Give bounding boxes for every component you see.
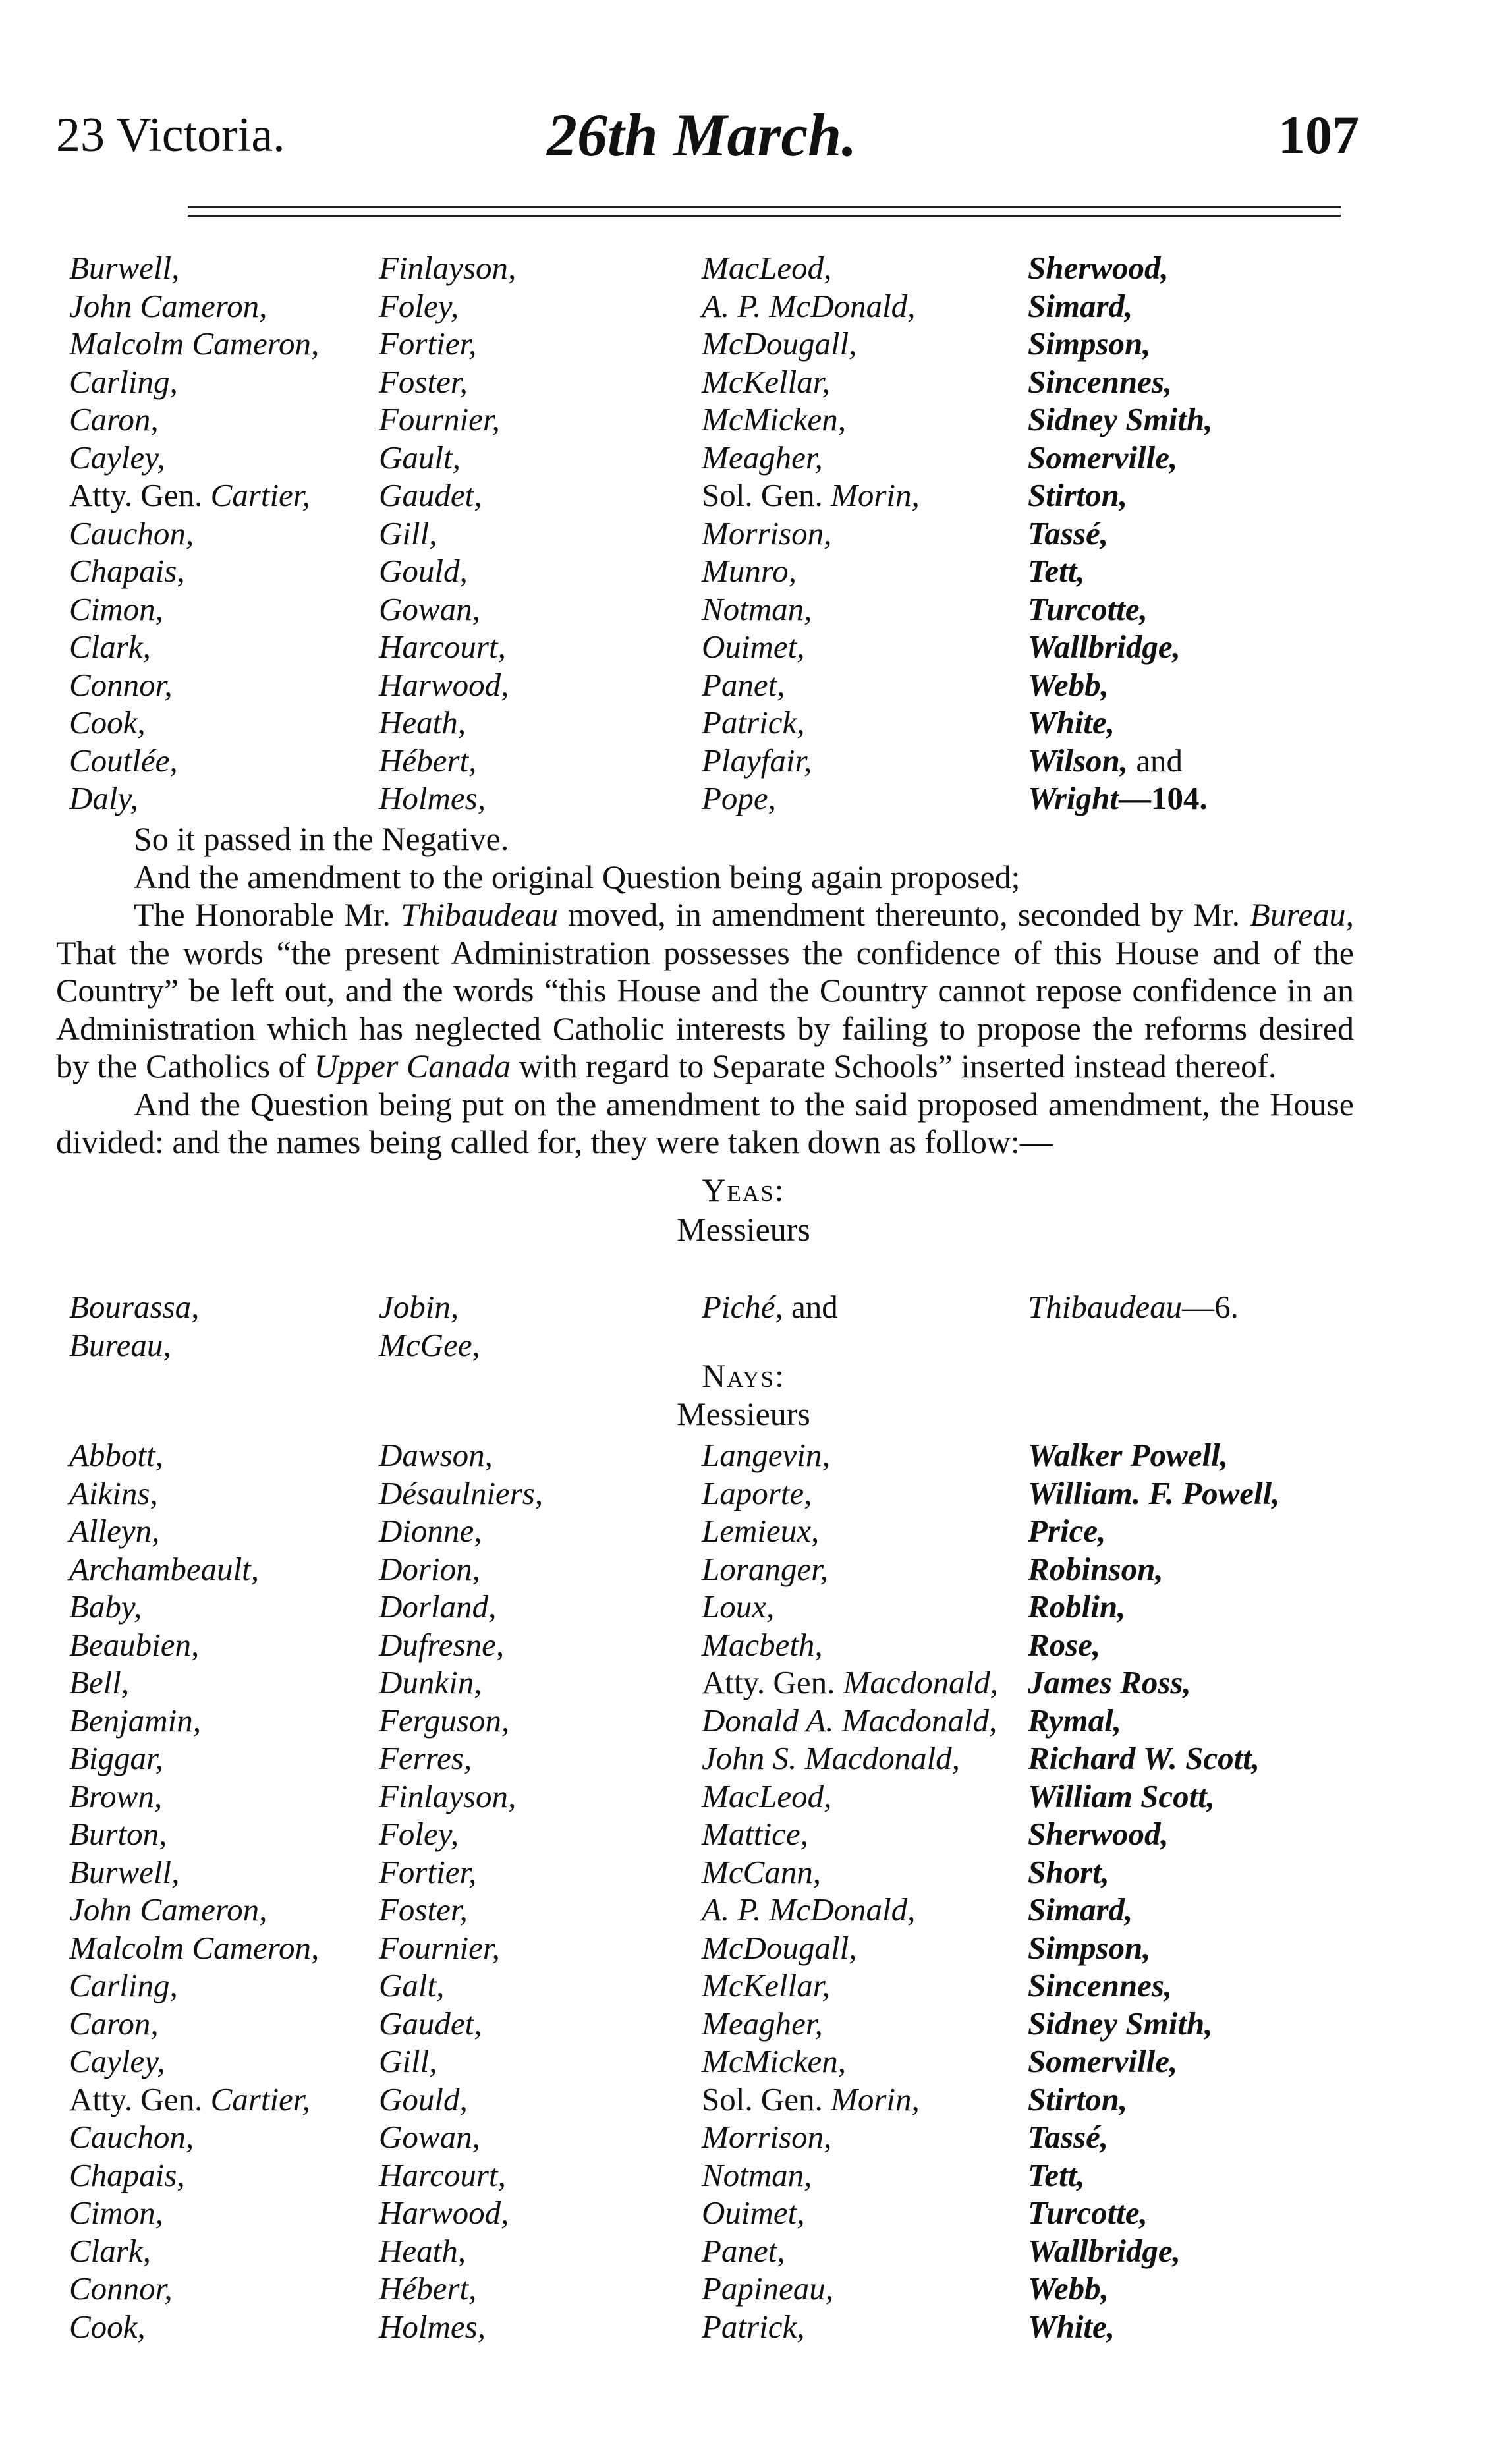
nays-heading: Nays: [702, 1357, 785, 1394]
running-head-date: 26th March. [547, 101, 857, 169]
member-name: Heath, [379, 704, 466, 741]
member-name: Gould, [379, 2081, 468, 2117]
member-name: Patrick, [702, 2308, 805, 2345]
member-name: Munro, [702, 553, 797, 589]
member-name: Rymal, [1028, 1702, 1122, 1739]
member-name: Sherwood, [1028, 250, 1169, 286]
member-name: Wallbridge, [1028, 629, 1181, 665]
member-name: Loux, [702, 1588, 775, 1625]
member-name: White, [1028, 2308, 1115, 2345]
paragraph-motion [56, 896, 1354, 1086]
member-name: Harwood, [379, 666, 509, 703]
member-name: Bell, [69, 1664, 130, 1700]
name-row [69, 704, 1354, 742]
member-name: John Cameron, [69, 1891, 267, 1928]
name-row [69, 2232, 1354, 2270]
member-name: McCann, [702, 1853, 821, 1890]
member-name: Sincennes, [1028, 1967, 1173, 2003]
member-name: Sidney Smith, [1028, 401, 1213, 437]
member-name: Donald A. Macdonald, [702, 1702, 997, 1739]
member-name: Biggar, [69, 1740, 163, 1776]
name-row [69, 1891, 1354, 1929]
name-row [69, 1288, 1354, 1326]
member-name: Dorion, [379, 1550, 480, 1587]
member-name: Simpson, [1028, 1929, 1151, 1966]
member-name: Harcourt, [379, 629, 506, 665]
member-name: Carling, [69, 1967, 178, 2003]
name-row [69, 2156, 1354, 2195]
member-name: Sol. Gen. Morin, [702, 477, 920, 513]
member-name: Gowan, [379, 590, 480, 627]
name-row [69, 1929, 1354, 1967]
name-row [69, 2118, 1354, 2156]
member-name: Chapais, [69, 2156, 185, 2193]
member-name: McKellar, [702, 363, 830, 400]
nays-messieurs: Messieurs [677, 1395, 810, 1432]
name-row [69, 1815, 1354, 1853]
member-name: Gaudet, [379, 2005, 482, 2042]
member-name: Gill, [379, 2043, 437, 2079]
member-name: Meagher, [702, 439, 823, 476]
member-name: James Ross, [1028, 1664, 1191, 1700]
name-row [69, 1626, 1354, 1664]
name-row [69, 2270, 1354, 2308]
name-row [69, 1436, 1354, 1474]
paragraph-negative: So it passed in the Negative. [134, 820, 509, 857]
member-name: Gowan, [379, 2119, 480, 2155]
member-name: Patrick, [702, 704, 805, 741]
member-name: Holmes, [379, 2308, 486, 2345]
member-name: Hébert, [379, 2270, 477, 2307]
member-name: Turcotte, [1028, 590, 1148, 627]
member-name: Connor, [69, 666, 173, 703]
member-name: John Cameron, [69, 287, 267, 324]
member-name: Foley, [379, 287, 459, 324]
member-name: Notman, [702, 590, 812, 627]
member-name: Webb, [1028, 666, 1109, 703]
member-name: Chapais, [69, 553, 185, 589]
member-name: MacLeod, [702, 1778, 832, 1814]
member-name: Tett, [1028, 553, 1085, 589]
member-name: Jobin, [379, 1289, 459, 1325]
member-name: Fournier, [379, 401, 500, 437]
member-name: Simpson, [1028, 325, 1151, 362]
member-name: Ferguson, [379, 1702, 510, 1739]
name-row [69, 1474, 1354, 1513]
member-name: Bourassa, [69, 1289, 200, 1325]
member-name: Désaulniers, [379, 1474, 544, 1511]
motion-text-a: The Honorable Mr. [134, 896, 401, 933]
yeas-messieurs: Messieurs [677, 1211, 810, 1248]
member-name: Daly, [69, 780, 138, 816]
member-name: Ouimet, [702, 2195, 805, 2231]
member-name: William. F. Powell, [1028, 1474, 1280, 1511]
member-name: William Scott, [1028, 1778, 1216, 1814]
member-name: Gill, [379, 515, 437, 551]
name-row [69, 779, 1354, 818]
member-name: Roblin, [1028, 1588, 1126, 1625]
member-name: Connor, [69, 2270, 173, 2307]
motion-text-d: with regard to Separate Schools” inserted instead thereof. [511, 1048, 1277, 1084]
member-name: Fournier, [379, 1929, 500, 1966]
member-name: Short, [1028, 1853, 1109, 1890]
member-name: Sincennes, [1028, 363, 1173, 400]
member-name: Lemieux, [702, 1513, 820, 1549]
member-name: Morrison, [702, 515, 832, 551]
paragraph-division: And the Question being put on the amendment to the said proposed amendment, the House divided: and the names being called for, they were taken down as follow:— [56, 1085, 1354, 1160]
member-name: Pope, [702, 780, 776, 816]
member-name: Wallbridge, [1028, 2232, 1181, 2269]
member-name: Malcolm Cameron, [69, 1929, 320, 1966]
member-name: Malcolm Cameron, [69, 325, 320, 362]
name-row [69, 628, 1354, 666]
member-name: McMicken, [702, 401, 846, 437]
member-name: Walker Powell, [1028, 1437, 1228, 1473]
member-name: McMicken, [702, 2043, 846, 2079]
member-name: Wright—104. [1028, 780, 1208, 816]
member-name: Dunkin, [379, 1664, 482, 1700]
name-row [69, 1702, 1354, 1740]
page-number: 107 [1278, 105, 1359, 165]
yeas-heading: Yeas: [702, 1171, 785, 1208]
member-name: Ouimet, [702, 629, 805, 665]
member-name: Sidney Smith, [1028, 2005, 1213, 2042]
member-name: Somerville, [1028, 439, 1178, 476]
member-name: Rose, [1028, 1626, 1101, 1663]
running-head-regnal-year: 23 Victoria. [56, 108, 285, 162]
member-name: Tassé, [1028, 2119, 1109, 2155]
member-name: Cook, [69, 2308, 146, 2345]
member-name: Brown, [69, 1778, 163, 1814]
name-row [69, 1588, 1354, 1626]
member-name: Cimon, [69, 2195, 163, 2231]
member-name: Coutlée, [69, 742, 178, 779]
member-name: Cauchon, [69, 515, 194, 551]
division-names-continued [69, 249, 1354, 818]
member-name: Papineau, [702, 2270, 834, 2307]
name-row [69, 2005, 1354, 2043]
header-rule-top [188, 206, 1341, 208]
member-name: Langevin, [702, 1437, 830, 1473]
name-row [69, 1550, 1354, 1588]
member-name: Cayley, [69, 439, 165, 476]
member-name: Beaubien, [69, 1626, 200, 1663]
member-name: Tett, [1028, 2156, 1085, 2193]
member-name: Cimon, [69, 590, 163, 627]
name-row [69, 742, 1354, 780]
member-name: Robinson, [1028, 1550, 1164, 1587]
name-row [69, 1967, 1354, 2005]
member-name: Hébert, [379, 742, 477, 779]
member-name: Richard W. Scott, [1028, 1740, 1260, 1776]
member-name: Burwell, [69, 250, 180, 286]
member-name: Burwell, [69, 1853, 180, 1890]
member-name: Playfair, [702, 742, 812, 779]
name-row [69, 287, 1354, 325]
name-row [69, 1778, 1354, 1816]
place-name: Upper Canada [314, 1048, 511, 1084]
member-name: Harwood, [379, 2195, 509, 2231]
member-name: Baby, [69, 1588, 142, 1625]
member-name: Abbott, [69, 1437, 163, 1473]
name-row [69, 476, 1354, 515]
mover-name: Thibaudeau [401, 896, 558, 933]
proceedings-text [56, 820, 1354, 1162]
member-name: Atty. Gen. Macdonald, [702, 1664, 999, 1700]
member-name: Ferres, [379, 1740, 472, 1776]
header-rule-bottom [188, 215, 1341, 217]
member-name: Loranger, [702, 1550, 828, 1587]
member-name: Cook, [69, 704, 146, 741]
member-name: Piché, and [702, 1289, 838, 1325]
name-row [69, 1664, 1354, 1702]
member-name: Panet, [702, 666, 785, 703]
member-name: Finlayson, [379, 250, 517, 286]
member-name: Stirton, [1028, 2081, 1128, 2117]
name-row [69, 1512, 1354, 1550]
member-name: Dawson, [379, 1437, 493, 1473]
member-name: John S. Macdonald, [702, 1740, 960, 1776]
member-name: Stirton, [1028, 477, 1128, 513]
member-name: Heath, [379, 2232, 466, 2269]
member-name: Mattice, [702, 1816, 808, 1852]
member-name: Clark, [69, 2232, 151, 2269]
member-name: Bureau, [69, 1326, 171, 1363]
name-row [69, 666, 1354, 704]
nays-names [69, 1436, 1354, 2345]
member-name: Macbeth, [702, 1626, 823, 1663]
member-name: Notman, [702, 2156, 812, 2193]
member-name: Caron, [69, 2005, 159, 2042]
member-name: Archambeault, [69, 1550, 260, 1587]
member-name: Carling, [69, 363, 178, 400]
member-name: Gaudet, [379, 477, 482, 513]
member-name: Fortier, [379, 325, 477, 362]
member-name: Webb, [1028, 2270, 1109, 2307]
member-name: Fortier, [379, 1853, 477, 1890]
member-name: White, [1028, 704, 1115, 741]
name-row [69, 325, 1354, 363]
member-name: Foley, [379, 1816, 459, 1852]
member-name: Morrison, [702, 2119, 832, 2155]
member-name: Thibaudeau—6. [1028, 1289, 1239, 1325]
member-name: Meagher, [702, 2005, 823, 2042]
name-row [69, 2042, 1354, 2081]
member-name: Wilson, and [1028, 742, 1183, 779]
member-name: Finlayson, [379, 1778, 517, 1814]
paragraph-amendment-proposed: And the amendment to the original Question being again proposed; [134, 858, 1021, 895]
member-name: MacLeod, [702, 250, 832, 286]
member-name: Aikins, [69, 1474, 158, 1511]
member-name: Sherwood, [1028, 1816, 1169, 1852]
member-name: Clark, [69, 629, 151, 665]
member-name: Dionne, [379, 1513, 482, 1549]
member-name: Atty. Gen. Cartier, [69, 477, 310, 513]
member-name: Dorland, [379, 1588, 497, 1625]
member-name: Benjamin, [69, 1702, 202, 1739]
name-row [69, 590, 1354, 629]
member-name: Dufresne, [379, 1626, 505, 1663]
member-name: Galt, [379, 1967, 445, 2003]
name-row [69, 2308, 1354, 2346]
member-name: Tassé, [1028, 515, 1109, 551]
member-name: Turcotte, [1028, 2195, 1148, 2231]
name-row [69, 552, 1354, 590]
name-row [69, 2194, 1354, 2232]
member-name: Panet, [702, 2232, 785, 2269]
member-name: Somerville, [1028, 2043, 1178, 2079]
member-name: Caron, [69, 401, 159, 437]
member-name: Alleyn, [69, 1513, 160, 1549]
name-row [69, 1739, 1354, 1778]
member-name: A. P. McDonald, [702, 287, 916, 324]
member-name: Simard, [1028, 1891, 1133, 1928]
member-name: A. P. McDonald, [702, 1891, 916, 1928]
name-row [69, 439, 1354, 477]
member-name: Harcourt, [379, 2156, 506, 2193]
member-name: McGee, [379, 1326, 480, 1363]
motion-text-b: moved, in amendment thereunto, seconded by Mr. [558, 896, 1250, 933]
member-name: Foster, [379, 1891, 468, 1928]
seconder-name: Bureau, [1250, 896, 1355, 933]
member-name: McKellar, [702, 1967, 830, 2003]
member-name: Burton, [69, 1816, 167, 1852]
name-row [69, 249, 1354, 287]
name-row [69, 363, 1354, 401]
member-name: Laporte, [702, 1474, 812, 1511]
name-row [69, 1853, 1354, 1891]
member-name: Gould, [379, 553, 468, 589]
name-row [69, 515, 1354, 553]
member-name: Cauchon, [69, 2119, 194, 2155]
member-name: Price, [1028, 1513, 1106, 1549]
member-name: Atty. Gen. Cartier, [69, 2081, 310, 2117]
name-row [69, 401, 1354, 439]
member-name: Holmes, [379, 780, 486, 816]
motion-text-c: That the words “the present Administration possesses the confidence of this House and of the Country” be left out, and the words “this House and the Country cannot repose confidence in an Administration which has neglected Catholic interests by failing to propose the reforms desired by the Catholics of [56, 934, 1354, 1084]
member-name: Simard, [1028, 287, 1133, 324]
yeas-names [69, 1288, 1354, 1364]
member-name: Sol. Gen. Morin, [702, 2081, 920, 2117]
member-name: McDougall, [702, 325, 857, 362]
member-name: Gault, [379, 439, 461, 476]
member-name: Cayley, [69, 2043, 165, 2079]
member-name: Foster, [379, 363, 468, 400]
name-row [69, 2081, 1354, 2119]
member-name: McDougall, [702, 1929, 857, 1966]
